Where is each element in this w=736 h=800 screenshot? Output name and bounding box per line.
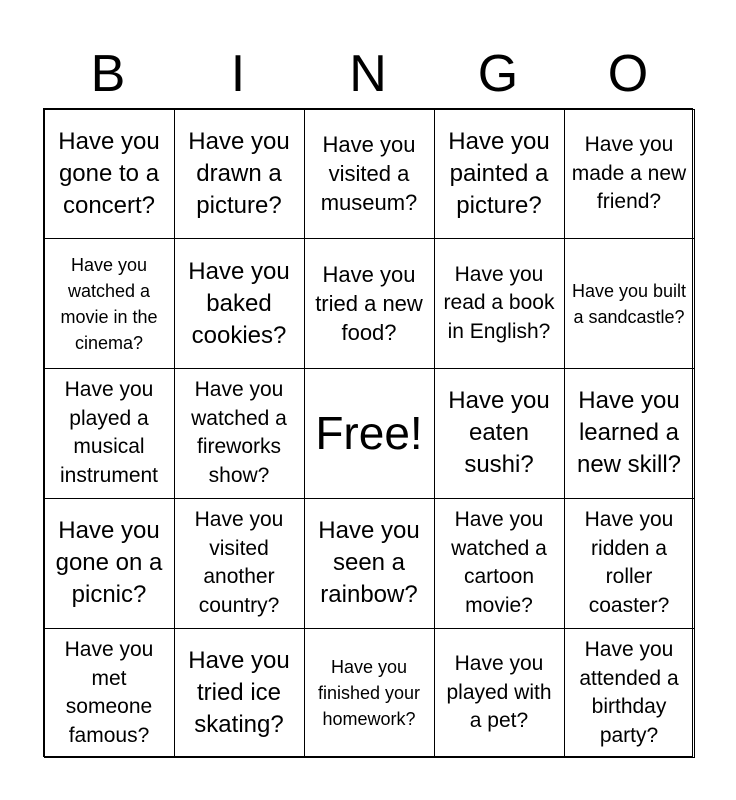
bingo-cell[interactable] (564, 238, 695, 369)
cell-text: Have you played a musical instrument (59, 378, 159, 487)
header-letter-i: I (230, 45, 246, 103)
cell-text: Have you visited a museum? (320, 132, 418, 216)
cell-text: Have you painted a picture? (448, 127, 550, 219)
cell-text: Have you ridden a roller coaster? (584, 508, 674, 617)
bingo-cell[interactable] (304, 498, 435, 629)
bingo-cell[interactable] (174, 498, 305, 629)
cell-text: Have you made a new friend? (571, 133, 687, 214)
cell-text: Have you drawn a picture? (188, 127, 290, 219)
cell-text: Have you watched a fireworks show? (191, 378, 287, 487)
free-cell[interactable] (304, 368, 435, 499)
header-letter-n: N (349, 45, 387, 103)
bingo-cell[interactable] (44, 628, 175, 759)
cell-text: Have you visited another country? (194, 508, 284, 617)
cell-text: Have you played with a pet? (446, 652, 552, 733)
cell-text: Have you tried a new food? (315, 262, 423, 346)
bingo-header (43, 40, 693, 108)
cell-text: Have you watched a cartoon movie? (451, 508, 547, 617)
header-letter-g: G (477, 45, 519, 103)
cell-text: Have you tried ice skating? (188, 647, 290, 739)
bingo-cell[interactable] (564, 109, 695, 240)
bingo-cell[interactable] (174, 368, 305, 499)
bingo-cell[interactable] (434, 628, 565, 759)
cell-text: Have you gone to a concert? (58, 127, 160, 219)
cell-text: Have you baked cookies? (188, 257, 290, 349)
cell-text: Have you met someone famous? (64, 638, 154, 747)
bingo-cell[interactable] (44, 368, 175, 499)
bingo-cell[interactable] (434, 368, 565, 499)
bingo-cell[interactable] (434, 238, 565, 369)
bingo-grid (43, 108, 693, 757)
cell-text: Have you attended a birthday party? (579, 638, 679, 747)
bingo-cell[interactable] (434, 498, 565, 629)
cell-text: Have you built a sandcastle? (571, 280, 687, 327)
bingo-cell[interactable] (174, 238, 305, 369)
cell-text: Have you eaten sushi? (448, 387, 550, 479)
header-letter-o: O (607, 45, 649, 103)
free-text: Free! (315, 407, 423, 460)
bingo-cell[interactable] (304, 109, 435, 240)
cell-text: Have you seen a rainbow? (318, 517, 420, 609)
bingo-cell[interactable] (434, 109, 565, 240)
bingo-cell[interactable] (174, 109, 305, 240)
cell-text: Have you gone on a picnic? (55, 517, 163, 609)
cell-text: Have you read a book in English? (443, 262, 555, 343)
bingo-cell[interactable] (44, 238, 175, 369)
cell-text: Have you learned a new skill? (576, 387, 682, 479)
bingo-cell[interactable] (44, 109, 175, 240)
bingo-cell[interactable] (564, 498, 695, 629)
header-letter-b: B (90, 45, 126, 103)
cell-text: Have you watched a movie in the cinema? (60, 254, 158, 353)
bingo-cell[interactable] (174, 628, 305, 759)
bingo-cell[interactable] (304, 238, 435, 369)
bingo-cell[interactable] (564, 368, 695, 499)
bingo-cell[interactable] (304, 628, 435, 759)
cell-text: Have you finished your homework? (317, 657, 421, 730)
bingo-cell[interactable] (44, 498, 175, 629)
bingo-cell[interactable] (564, 628, 695, 759)
